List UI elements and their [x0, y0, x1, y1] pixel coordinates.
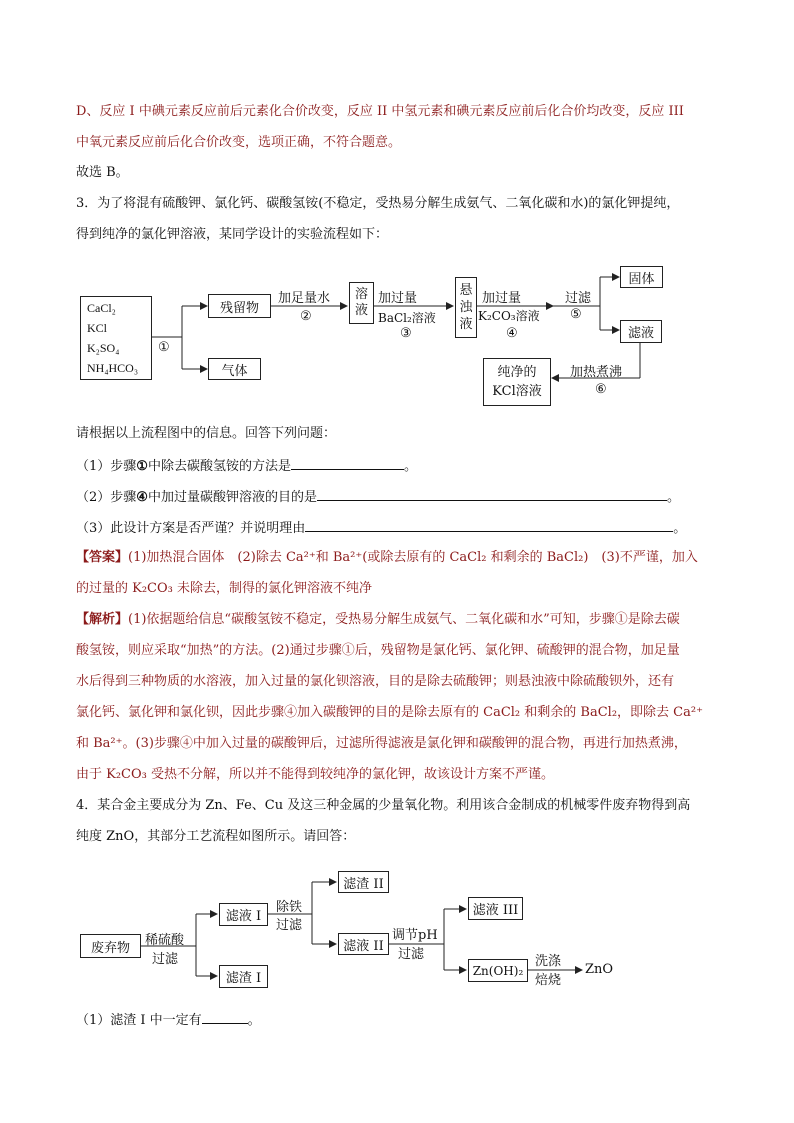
dilute-acid-label: 稀硫酸	[145, 933, 185, 948]
answer-text: (1)加热混合固体 (2)除去 Ca²⁺和 Ba²⁺(或除去原有的 CaCl₂ 和剩余的 BaCl₂) (3)不严谨，加入	[128, 550, 698, 565]
step-4-label: ④	[506, 326, 518, 341]
period: 。	[666, 490, 680, 505]
period: 。	[247, 1013, 261, 1028]
add-k2co3-label: 加过量	[482, 291, 522, 306]
answer-line	[76, 549, 698, 567]
answer-blank	[317, 487, 667, 501]
filtrate-3-box: 滤液 III	[468, 897, 523, 920]
filter-label: 过滤	[152, 952, 179, 967]
filtrate-2-box: 滤液 II	[338, 933, 389, 955]
question-part-3	[76, 518, 686, 538]
adjust-ph-label: 调节pH	[392, 928, 438, 943]
text-line: 中氧元素反应前后化合价改变，选项正确，不符合题意。	[76, 135, 402, 150]
mixture-item: KCl	[87, 321, 108, 335]
suspension-box: 悬浊液	[455, 277, 477, 338]
residue-1-box: 滤渣 I	[219, 965, 268, 988]
step-ref: ④	[136, 490, 148, 505]
add-water-label: 加足量水	[278, 291, 331, 306]
add-bacl2-label: 加过量	[378, 291, 418, 306]
answer-blank	[202, 1010, 248, 1024]
waste-box: 废弃物	[80, 934, 141, 958]
residue-box: 残留物	[208, 294, 271, 318]
remove-fe-label: 除铁	[276, 900, 303, 915]
explanation-line: 氯化钙、氯化钾和氯化钡，因此步骤④加入碳酸钾的目的是除去原有的 CaCl₂ 和剩余的 BaCl₂，即除去 Ca²⁺	[76, 705, 703, 720]
filter-label: 过滤	[565, 291, 592, 306]
answer-blank	[291, 456, 404, 470]
pure-kcl-text: 纯净的	[497, 365, 537, 380]
explanation-line: 酸氢铵，则应采取“加热”的方法。(2)通过步骤①后，残留物是氯化钙、氯化钾、硫酸钾的混合物，加足量	[76, 643, 680, 658]
step-ref: ①	[136, 459, 148, 474]
answer-blank	[305, 518, 673, 532]
heat-boil-label: 加热煮沸	[570, 365, 623, 380]
question-3-line: 得到纯净的氯化钾溶液，某同学设计的实验流程如下：	[76, 227, 389, 242]
period: 。	[403, 459, 417, 474]
question-4-line: 4．某合金主要成分为 Zn、Fe、Cu 及这三种金属的少量氧化物。利用该合金制成的机械零件废弃物得到高	[76, 798, 691, 813]
answer-tag: 【答案】	[76, 550, 129, 565]
part-text: （3）此设计方案是否严谨？并说明理由	[76, 521, 306, 536]
gas-box: 气体	[208, 358, 261, 380]
filter-label: 过滤	[398, 947, 425, 962]
zno-label: ZnO	[585, 962, 614, 977]
part-text: 中除去碳酸氢铵的方法是	[147, 459, 291, 474]
residue-2-box: 滤渣 II	[338, 871, 389, 893]
wash-label: 洗涤	[535, 954, 562, 969]
explanation-text: (1)依据题给信息“碳酸氢铵不稳定，受热易分解生成氨气、二氧化碳和水”可知，步骤①是除去碳	[128, 612, 680, 627]
roast-label: 焙烧	[535, 973, 562, 988]
filtrate-1-box: 滤液 I	[219, 903, 268, 926]
answer-line: 的过量的 K₂CO₃ 未除去，制得的氯化钾溶液不纯净	[76, 581, 373, 596]
pure-kcl-box	[483, 358, 551, 406]
question-4-line: 纯度 ZnO，其部分工艺流程如图所示。请回答：	[76, 829, 356, 844]
part-label: （2）步骤	[76, 490, 137, 505]
pure-kcl-text: KCl溶液	[492, 384, 542, 399]
explanation-tag: 【解析】	[76, 612, 129, 627]
step-3-label: ③	[400, 326, 412, 341]
explanation-line: 由于 K₂CO₃ 受热不分解，所以并不能得到较纯净的氯化钾，故该设计方案不严谨。	[76, 767, 555, 782]
question-3-line: 3．为了将混有硫酸钾、氯化钙、碳酸氢铵(不稳定，受热易分解生成氨气、二氧化碳和水)的氯化钾提纯，	[76, 196, 680, 211]
mixture-item: NH₄HCO₃	[87, 361, 139, 375]
solution-box: 溶液	[349, 282, 374, 324]
solid-box: 固体	[620, 266, 663, 288]
mixture-item: K₂SO₄	[87, 341, 120, 355]
step-2-label: ②	[300, 309, 312, 324]
bacl2-solution-label: BaCl₂溶液	[378, 311, 436, 325]
part-text: 中加过量碳酸钾溶液的目的是	[147, 490, 317, 505]
text-line: D、反应 I 中碘元素反应前后元素化合价改变，反应 II 中氢元素和碘元素反应前后化合价均改变，反应 III	[76, 104, 684, 119]
k2co3-solution-label: K₂CO₃溶液	[478, 309, 540, 323]
mixture-item: CaCl₂	[87, 301, 116, 315]
part-text: （1）滤渣 I 中一定有	[76, 1013, 202, 1028]
explanation-line	[76, 611, 680, 629]
zn-oh2-box: Zn(OH)₂	[468, 959, 528, 982]
part-label: （1）步骤	[76, 459, 137, 474]
step-6-label: ⑥	[595, 382, 607, 397]
step-5-label: ⑤	[570, 307, 582, 322]
mixture-box	[80, 296, 152, 380]
filter-label: 过滤	[276, 918, 303, 933]
filtrate-box: 滤液	[620, 320, 662, 343]
explanation-line: 和 Ba²⁺。(3)步骤④中加入过量的碳酸钾后，过滤所得滤液是氯化钾和碳酸钾的混合物，再进行加热煮沸，	[76, 736, 687, 751]
question-part-1	[76, 456, 417, 476]
question-part-2	[76, 487, 680, 507]
instruction-line: 请根据以上流程图中的信息。回答下列问题：	[76, 426, 337, 441]
question-4-part-1	[76, 1010, 261, 1030]
explanation-line: 水后得到三种物质的水溶液，加入过量的氯化钡溶液，目的是除去硫酸钾；则悬浊液中除硫酸钡外，还有	[76, 674, 675, 689]
period: 。	[673, 521, 687, 536]
text-line: 故选 B。	[76, 165, 129, 180]
step-1-label: ①	[158, 340, 170, 355]
